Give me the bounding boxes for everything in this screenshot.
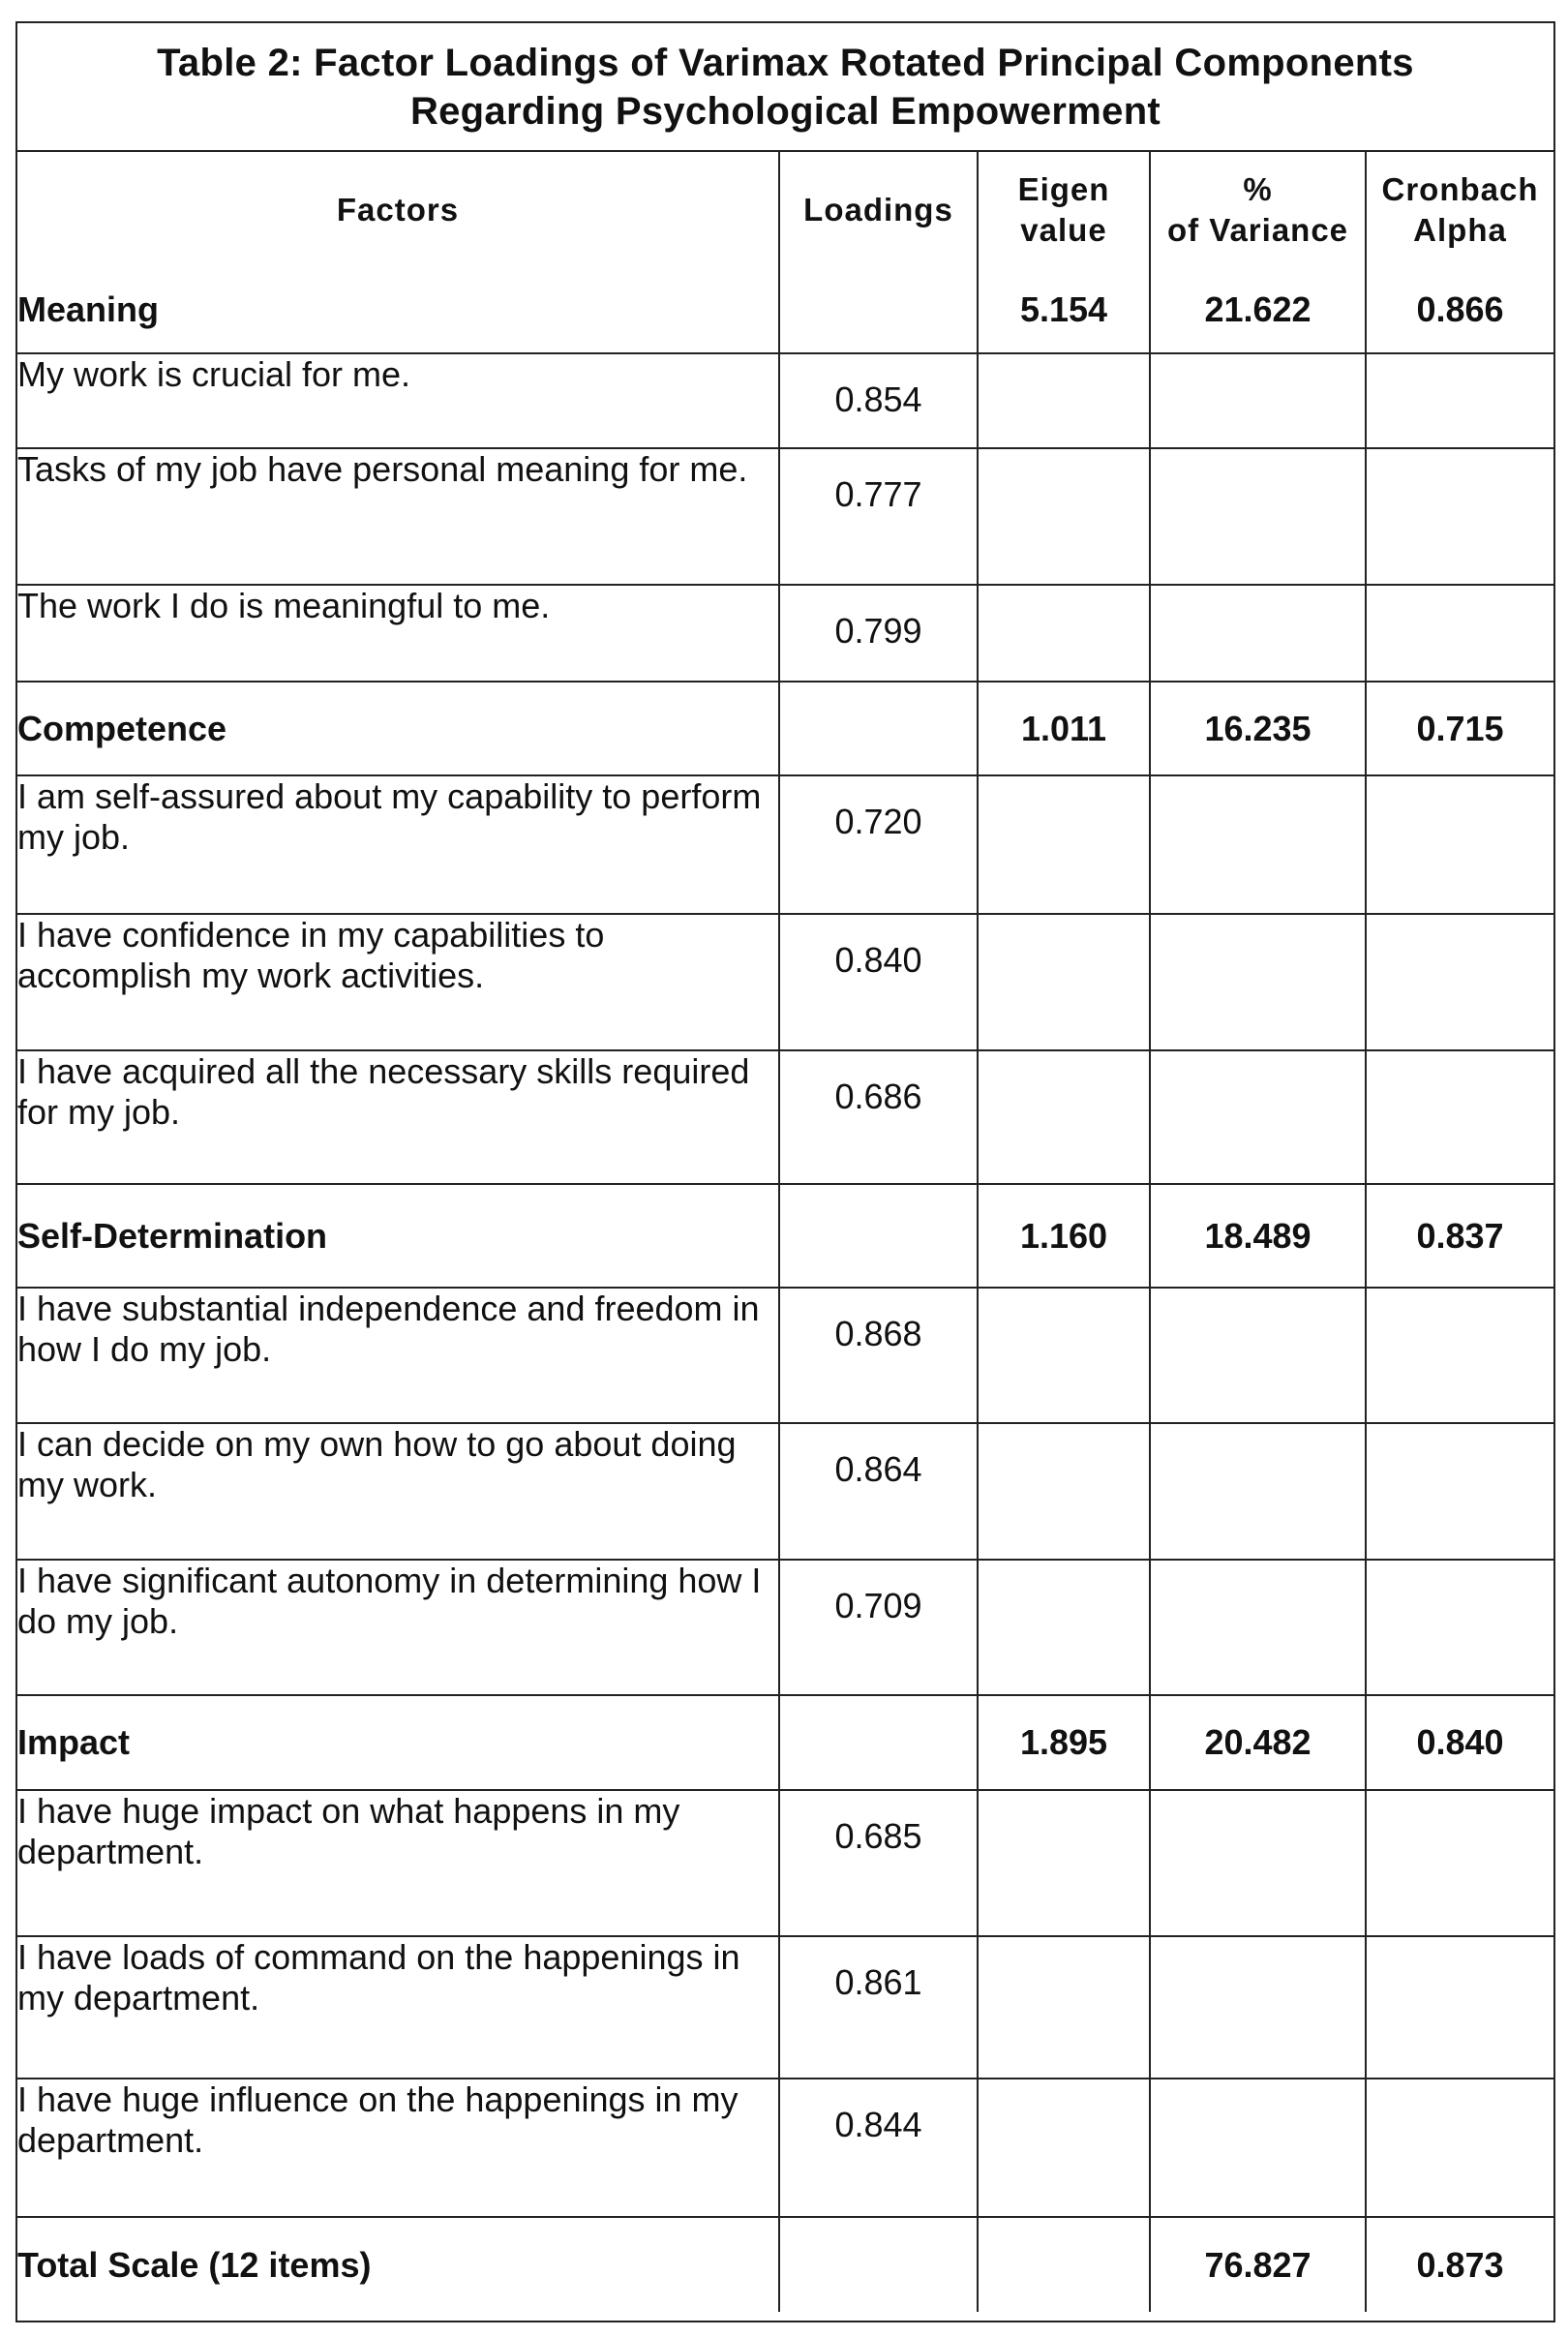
total-label: Total Scale (12 items) — [17, 2217, 779, 2312]
eigen-value: 1.011 — [978, 682, 1150, 775]
item-row — [17, 1423, 1553, 1560]
eigen-value: 5.154 — [978, 267, 1150, 353]
factor-row-self-determination — [17, 1184, 1553, 1288]
item-row — [17, 585, 1553, 682]
item-text: My work is crucial for me. — [17, 353, 779, 448]
item-loading: 0.799 — [779, 585, 978, 682]
item-loading: 0.777 — [779, 448, 978, 585]
cronbach-alpha: 0.837 — [1366, 1184, 1553, 1288]
item-row — [17, 1560, 1553, 1695]
item-loading: 0.844 — [779, 2079, 978, 2217]
total-variance: 76.827 — [1150, 2217, 1366, 2312]
item-text: The work I do is meaningful to me. — [17, 585, 779, 682]
caption-line-2: Regarding Psychological Empowerment — [409, 89, 1161, 133]
item-text: Tasks of my job have personal meaning for me. — [17, 448, 779, 585]
eigen-value: 1.160 — [978, 1184, 1150, 1288]
factor-name: Impact — [17, 1695, 779, 1790]
item-row — [17, 2079, 1553, 2217]
item-row — [17, 1288, 1553, 1423]
cronbach-alpha: 0.866 — [1366, 267, 1553, 353]
item-loading: 0.720 — [779, 775, 978, 914]
table-frame — [15, 21, 1555, 2322]
item-text: I have loads of command on the happenings in my department. — [17, 1936, 779, 2079]
percent-variance: 20.482 — [1150, 1695, 1366, 1790]
item-loading: 0.854 — [779, 353, 978, 448]
item-loading: 0.840 — [779, 914, 978, 1050]
header-row — [17, 152, 1553, 267]
item-loading: 0.864 — [779, 1423, 978, 1560]
item-row — [17, 1050, 1553, 1184]
item-text: I have huge impact on what happens in my department. — [17, 1790, 779, 1936]
item-text: I am self-assured about my capability to perform my job. — [17, 775, 779, 914]
factor-row-meaning — [17, 267, 1553, 353]
item-row — [17, 1936, 1553, 2079]
item-loading: 0.686 — [779, 1050, 978, 1184]
item-text: I can decide on my own how to go about doing my work. — [17, 1423, 779, 1560]
item-text: I have huge influence on the happenings in my department. — [17, 2079, 779, 2217]
cronbach-alpha: 0.715 — [1366, 682, 1553, 775]
header-loadings: Loadings — [779, 152, 978, 267]
item-loading: 0.685 — [779, 1790, 978, 1936]
item-text: I have significant autonomy in determining how I do my job. — [17, 1560, 779, 1695]
factor-row-competence — [17, 682, 1553, 775]
header-cronbach-alpha: Cronbach Alpha — [1366, 152, 1553, 267]
item-row — [17, 775, 1553, 914]
item-row — [17, 448, 1553, 585]
item-loading: 0.868 — [779, 1288, 978, 1423]
factor-loadings-table — [17, 152, 1553, 2312]
table-caption — [17, 23, 1553, 152]
factor-name: Competence — [17, 682, 779, 775]
item-loading: 0.861 — [779, 1936, 978, 2079]
percent-variance: 21.622 — [1150, 267, 1366, 353]
item-loading: 0.709 — [779, 1560, 978, 1695]
percent-variance: 16.235 — [1150, 682, 1366, 775]
eigen-value: 1.895 — [978, 1695, 1150, 1790]
total-alpha: 0.873 — [1366, 2217, 1553, 2312]
factor-name: Self-Determination — [17, 1184, 779, 1288]
header-eigen-value: Eigen value — [978, 152, 1150, 267]
cronbach-alpha: 0.840 — [1366, 1695, 1553, 1790]
item-text: I have substantial independence and freedom in how I do my job. — [17, 1288, 779, 1423]
total-row — [17, 2217, 1553, 2312]
header-factors: Factors — [17, 152, 779, 267]
item-text: I have confidence in my capabilities to accomplish my work activities. — [17, 914, 779, 1050]
caption-line-1: Table 2: Factor Loadings of Varimax Rotated Principal Components — [157, 41, 1414, 84]
percent-variance: 18.489 — [1150, 1184, 1366, 1288]
item-row — [17, 353, 1553, 448]
factor-name: Meaning — [17, 267, 779, 353]
item-row — [17, 914, 1553, 1050]
item-row — [17, 1790, 1553, 1936]
header-percent-variance: % of Variance — [1150, 152, 1366, 267]
item-text: I have acquired all the necessary skills required for my job. — [17, 1050, 779, 1184]
factor-row-impact — [17, 1695, 1553, 1790]
